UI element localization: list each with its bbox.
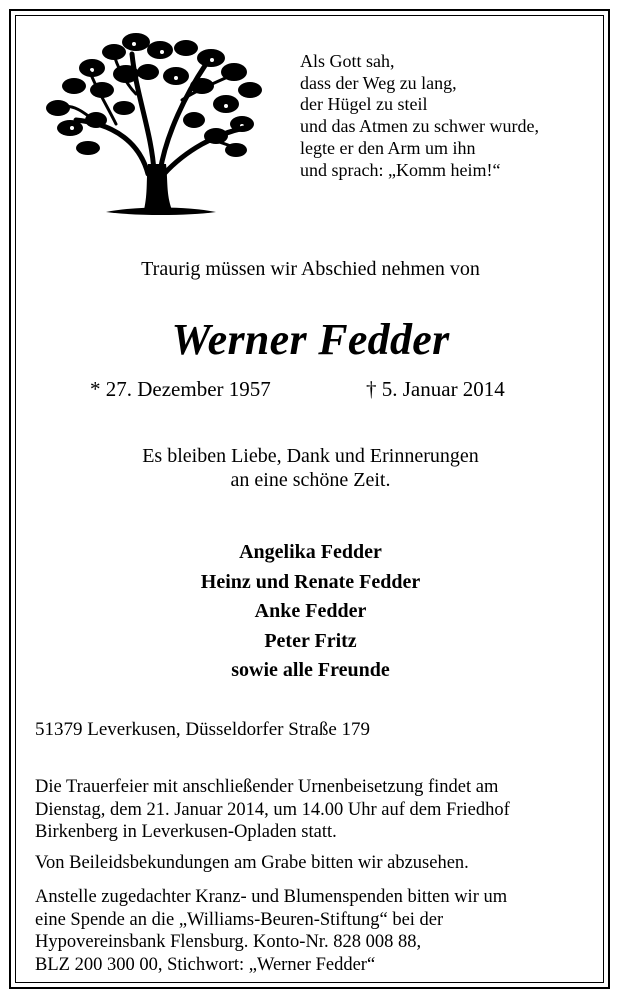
funeral-line: Die Trauerfeier mit anschließender Urnenbeisetzung findet am [35, 777, 499, 797]
poem-line: dass der Weg zu lang, [300, 72, 457, 93]
mourners-list [0, 538, 621, 686]
poem-line: der Hügel zu steil [300, 94, 428, 115]
mourner: Peter Fritz [264, 629, 357, 652]
intro-text: Traurig müssen wir Abschied nehmen von [141, 258, 480, 280]
mourner: Anke Fedder [254, 600, 367, 622]
donation-line: Anstelle zugedachter Kranz- und Blumenspenden bitten wir um [35, 887, 508, 907]
mourner: Heinz und Renate Fedder [200, 570, 421, 593]
donation-info [35, 886, 607, 976]
condolences-line: Von Beileidsbekundungen am Grabe bitten wir abzusehen. [35, 853, 469, 873]
memory-line: Es bleiben Liebe, Dank und Erinnerungen [142, 445, 479, 467]
funeral-line: Birkenberg in Leverkusen-Opladen statt. [35, 822, 337, 842]
poem-line: und das Atmen zu schwer wurde, [300, 116, 539, 137]
deceased-name: Werner Fedder [171, 315, 450, 364]
memory-text [0, 444, 621, 492]
death-date: † 5. Januar 2014 [366, 377, 505, 401]
poem-line: Als Gott sah, [300, 51, 395, 71]
condolences-note [35, 852, 607, 875]
address: 51379 Leverkusen, Düsseldorfer Straße 179 [35, 719, 371, 740]
donation-line: Hypovereinsbank Flensburg. Konto-Nr. 828 008 88, [35, 932, 422, 952]
funeral-info [35, 776, 607, 844]
donation-line: BLZ 200 300 00, Stichwort: „Werner Fedder“ [35, 954, 376, 975]
birth-date: * 27. Dezember 1957 [90, 377, 271, 401]
poem-line: und sprach: „Komm heim!“ [300, 159, 501, 180]
funeral-line: Dienstag, dem 21. Januar 2014, um 14.00 Uhr auf dem Friedhof [35, 799, 510, 820]
tree-icon [36, 24, 276, 220]
poem-line: legte er den Arm um ihn [300, 137, 476, 158]
poem [300, 51, 600, 181]
memory-line: an eine schöne Zeit. [230, 469, 391, 491]
donation-line: eine Spende an die „Williams-Beuren-Stiftung“ bei der [35, 909, 444, 930]
mourner: sowie alle Freunde [231, 659, 390, 681]
mourner: Angelika Fedder [239, 541, 382, 563]
